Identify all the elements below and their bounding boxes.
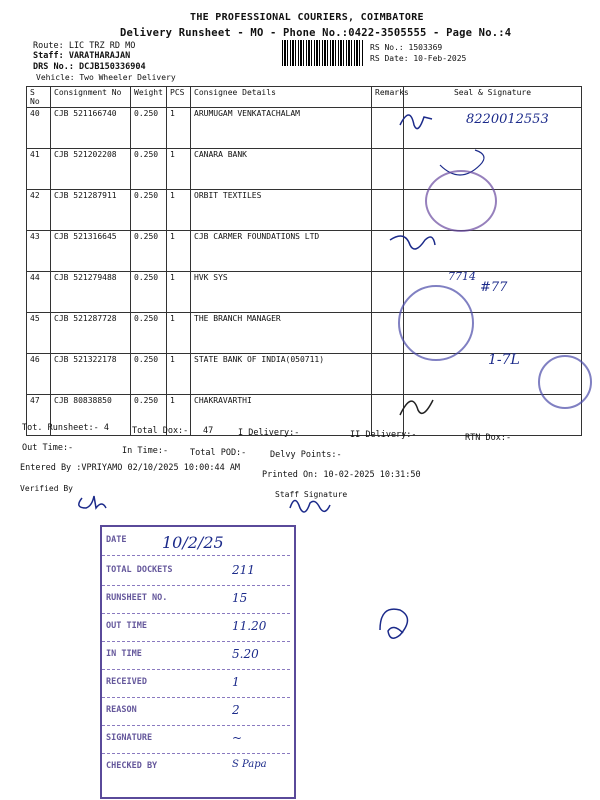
stamp-label: SIGNATURE — [106, 733, 153, 743]
cell-consignee: ARUMUGAM VENKATACHALAM — [191, 108, 372, 149]
cell-sno: 45 — [27, 313, 51, 354]
stamp-value: 211 — [232, 563, 255, 577]
stamp-row — [102, 529, 290, 556]
rs-number: RS No.: 1503369 — [370, 43, 443, 52]
stamp-value: S Papa — [232, 759, 267, 770]
cell-pcs: 1 — [167, 190, 191, 231]
cell-pcs: 1 — [167, 231, 191, 272]
stamp-row — [102, 699, 290, 726]
col-header: S No — [27, 87, 51, 108]
cell-weight: 0.250 — [131, 354, 167, 395]
route-label: Route: LIC TRZ RD MO — [33, 41, 136, 51]
document-subtitle: Delivery Runsheet - MO - Phone No.:0422-3505555 - Page No.:4 — [120, 27, 512, 39]
cell-consignment: CJB 521287728 — [51, 313, 131, 354]
verified-by: Verified By — [20, 484, 73, 493]
initial-mark — [360, 590, 430, 650]
total-runsheet: Tot. Runsheet:- 4 — [22, 423, 109, 433]
entered-by: Entered By :VPRIYAMO 02/10/2025 10:00:44 AM — [20, 463, 241, 473]
rs-date: RS Date: 10-Feb-2025 — [370, 54, 467, 63]
signature-mark — [79, 496, 106, 508]
cell-consignment: CJB 521322178 — [51, 354, 131, 395]
signature-mark — [390, 236, 435, 249]
cell-consignment: CJB 521316645 — [51, 231, 131, 272]
vehicle-label: Vehicle: Two Wheeler Delivery — [36, 73, 176, 82]
total-dox-label: Total Dox:- — [132, 426, 189, 436]
cell-weight: 0.250 — [131, 190, 167, 231]
cell-consignee: STATE BANK OF INDIA(050711) — [191, 354, 372, 395]
cell-sno: 43 — [27, 231, 51, 272]
signature-mark — [290, 501, 330, 513]
cell-sno: 44 — [27, 272, 51, 313]
cell-pcs: 1 — [167, 272, 191, 313]
stamp-label: RECEIVED — [106, 677, 147, 687]
stamp-label: RUNSHEET NO. — [106, 593, 168, 603]
cell-consignee: THE BRANCH MANAGER — [191, 313, 372, 354]
cell-consignee: HVK SYS — [191, 272, 372, 313]
cell-pcs: 1 — [167, 395, 191, 436]
signatures-bottom — [70, 478, 370, 528]
delivery-points: Delvy Points:- — [270, 450, 342, 460]
stamp-row — [102, 559, 290, 586]
round-seal — [538, 355, 592, 409]
cell-sno: 42 — [27, 190, 51, 231]
stamp-value: 1 — [232, 675, 240, 689]
rtn-dox: RTN Dox:- — [465, 433, 512, 443]
cell-consignment: CJB 80838850 — [51, 395, 131, 436]
stamp-label: DATE — [106, 535, 127, 545]
cell-sno: 41 — [27, 149, 51, 190]
cell-weight: 0.250 — [131, 231, 167, 272]
stamp-row — [102, 615, 290, 642]
stamp-value: 11.20 — [232, 619, 267, 633]
cell-sno: 46 — [27, 354, 51, 395]
out-time: Out Time:- — [22, 443, 74, 453]
handwritten-note: #77 — [480, 280, 508, 295]
stamp-row — [102, 587, 290, 614]
cell-consignment: CJB 521287911 — [51, 190, 131, 231]
stamp-row — [102, 671, 290, 698]
col-header: Consignee Details — [191, 87, 372, 108]
cell-pcs: 1 — [167, 354, 191, 395]
printed-on: Printed On: 10-02-2025 10:31:50 — [262, 470, 421, 480]
staff-label: Staff: VARATHARAJAN — [33, 51, 131, 61]
staff-signature-label: Staff Signature — [275, 490, 348, 499]
cell-consignment: CJB 521166740 — [51, 108, 131, 149]
cell-consignment: CJB 521202208 — [51, 149, 131, 190]
cell-sno: 47 — [27, 395, 51, 436]
total-dox-value: 47 — [203, 426, 214, 436]
cell-consignee: CJB CARMER FOUNDATIONS LTD — [191, 231, 372, 272]
stamp-label: IN TIME — [106, 649, 142, 659]
round-seal — [398, 285, 474, 361]
cell-weight: 0.250 — [131, 313, 167, 354]
in-time: In Time:- — [122, 446, 169, 456]
round-seal — [425, 170, 497, 232]
stamp-value: 10/2/25 — [162, 533, 224, 552]
cell-pcs: 1 — [167, 108, 191, 149]
cell-consignee: ORBIT TEXTILES — [191, 190, 372, 231]
col-header: Seal & Signature — [404, 87, 582, 108]
handwritten-phone: 8220012553 — [466, 112, 549, 127]
stamp-label: REASON — [106, 705, 137, 715]
drs-number: DRS No.: DCJB150336904 — [33, 62, 146, 72]
stamp-value: ~ — [232, 731, 243, 745]
cell-sno: 40 — [27, 108, 51, 149]
cell-weight: 0.250 — [131, 272, 167, 313]
stamp-label: CHECKED BY — [106, 761, 158, 771]
cell-consignee: CHAKRAVARTHI — [191, 395, 372, 436]
barcode — [282, 40, 364, 66]
cell-weight: 0.250 — [131, 395, 167, 436]
dispatch-stamp — [100, 525, 296, 799]
cell-consignee: CANARA BANK — [191, 149, 372, 190]
stamp-value: 15 — [232, 591, 248, 605]
stamp-label: OUT TIME — [106, 621, 147, 631]
cell-weight: 0.250 — [131, 149, 167, 190]
stamp-row — [102, 643, 290, 670]
stamp-row — [102, 755, 290, 781]
handwritten-note: 1-7L — [488, 352, 520, 368]
col-header: PCS — [167, 87, 191, 108]
cell-consignment: CJB 521279488 — [51, 272, 131, 313]
stamp-value: 5.20 — [232, 647, 259, 661]
signature-mark — [400, 400, 433, 415]
i-delivery: I Delivery:- — [238, 428, 300, 438]
document-title: THE PROFESSIONAL COURIERS, COIMBATORE — [190, 12, 424, 23]
stamp-label: TOTAL DOCKETS — [106, 565, 173, 575]
col-header: Remarks — [372, 87, 404, 108]
cell-pcs: 1 — [167, 313, 191, 354]
stamp-row — [102, 727, 290, 754]
col-header: Weight — [131, 87, 167, 108]
total-pod: Total POD:- — [190, 448, 247, 458]
handwritten-note: 7714 — [448, 270, 476, 283]
cell-weight: 0.250 — [131, 108, 167, 149]
ii-delivery: II Delivery:- — [350, 430, 417, 440]
cell-pcs: 1 — [167, 149, 191, 190]
col-header: Consignment No — [51, 87, 131, 108]
signature-mark — [400, 115, 432, 129]
stamp-value: 2 — [232, 703, 240, 717]
